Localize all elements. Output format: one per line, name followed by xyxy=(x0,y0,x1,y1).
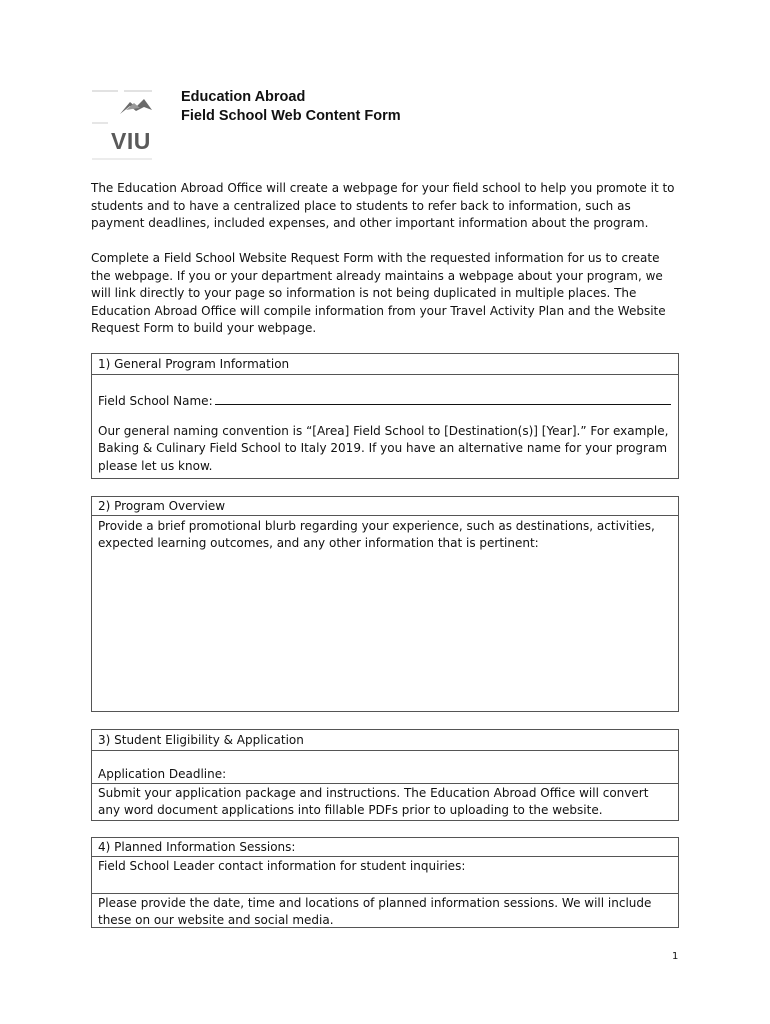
leader-contact-row[interactable] xyxy=(92,857,678,894)
naming-convention-note: Our general naming convention is “[Area] Field School to [Destination(s)] [Year].” For example, Baking & Culinary Field School to Italy 2019. If you have an alternative name for your program please let us know. xyxy=(98,424,669,473)
program-overview-input-area[interactable] xyxy=(92,516,678,710)
section-2-header-row xyxy=(92,497,678,516)
info-sessions-row[interactable] xyxy=(92,894,678,931)
application-deadline-label: Application Deadline: xyxy=(98,767,227,781)
leader-contact-label: Field School Leader contact information for student inquiries: xyxy=(98,859,466,873)
logo-text: VIU xyxy=(111,128,151,154)
page-number: 1 xyxy=(672,951,679,962)
field-school-name-input[interactable] xyxy=(215,392,671,405)
section-1-header-row xyxy=(92,354,678,375)
intro-paragraph-1: The Education Abroad Office will create a webpage for your field school to help you promote it to students and to have a centralized place to students to refer back to information, such as payment deadlines, included expenses, and other important information about the program. xyxy=(91,181,675,231)
application-instructions: Submit your application package and instructions. The Education Abroad Office will convert any word document applications into fillable PDFs prior to uploading to the website. xyxy=(98,786,649,818)
section-info-sessions xyxy=(91,837,679,928)
document-title xyxy=(181,88,401,126)
section-3-header-row xyxy=(92,730,678,751)
section-4-heading: 4) Planned Information Sessions: xyxy=(98,840,296,854)
section-1-body-row xyxy=(92,375,678,477)
program-overview-prompt: Provide a brief promotional blurb regarding your experience, such as destinations, activities, expected learning outcomes, and any other information that is pertinent: xyxy=(98,519,655,551)
field-school-name-label: Field School Name: xyxy=(98,394,213,408)
section-student-eligibility xyxy=(91,729,679,821)
application-instructions-row[interactable] xyxy=(92,784,678,821)
application-deadline-row[interactable] xyxy=(92,751,678,784)
intro-paragraph-2: Complete a Field School Website Request Form with the requested information for us to create the webpage. If you or your department already maintains a webpage about your program, we will link directly to your page so information is not being duplicated in multiple places. The Education Abroad Office will compile information from your Travel Activity Plan and the Website Request Form to build your webpage. xyxy=(91,251,666,336)
section-4-header-row xyxy=(92,838,678,857)
info-sessions-prompt: Please provide the date, time and locations of planned information sessions. We will include these on our website and social media. xyxy=(98,896,652,928)
section-3-heading: 3) Student Eligibility & Application xyxy=(98,733,304,747)
section-1-heading: 1) General Program Information xyxy=(98,357,290,371)
field-school-name-row xyxy=(92,375,678,412)
title-line-2: Field School Web Content Form xyxy=(181,108,401,124)
section-general-program-info xyxy=(91,353,679,479)
title-line-1: Education Abroad xyxy=(181,89,306,105)
section-program-overview xyxy=(91,496,679,712)
section-2-heading: 2) Program Overview xyxy=(98,499,226,513)
